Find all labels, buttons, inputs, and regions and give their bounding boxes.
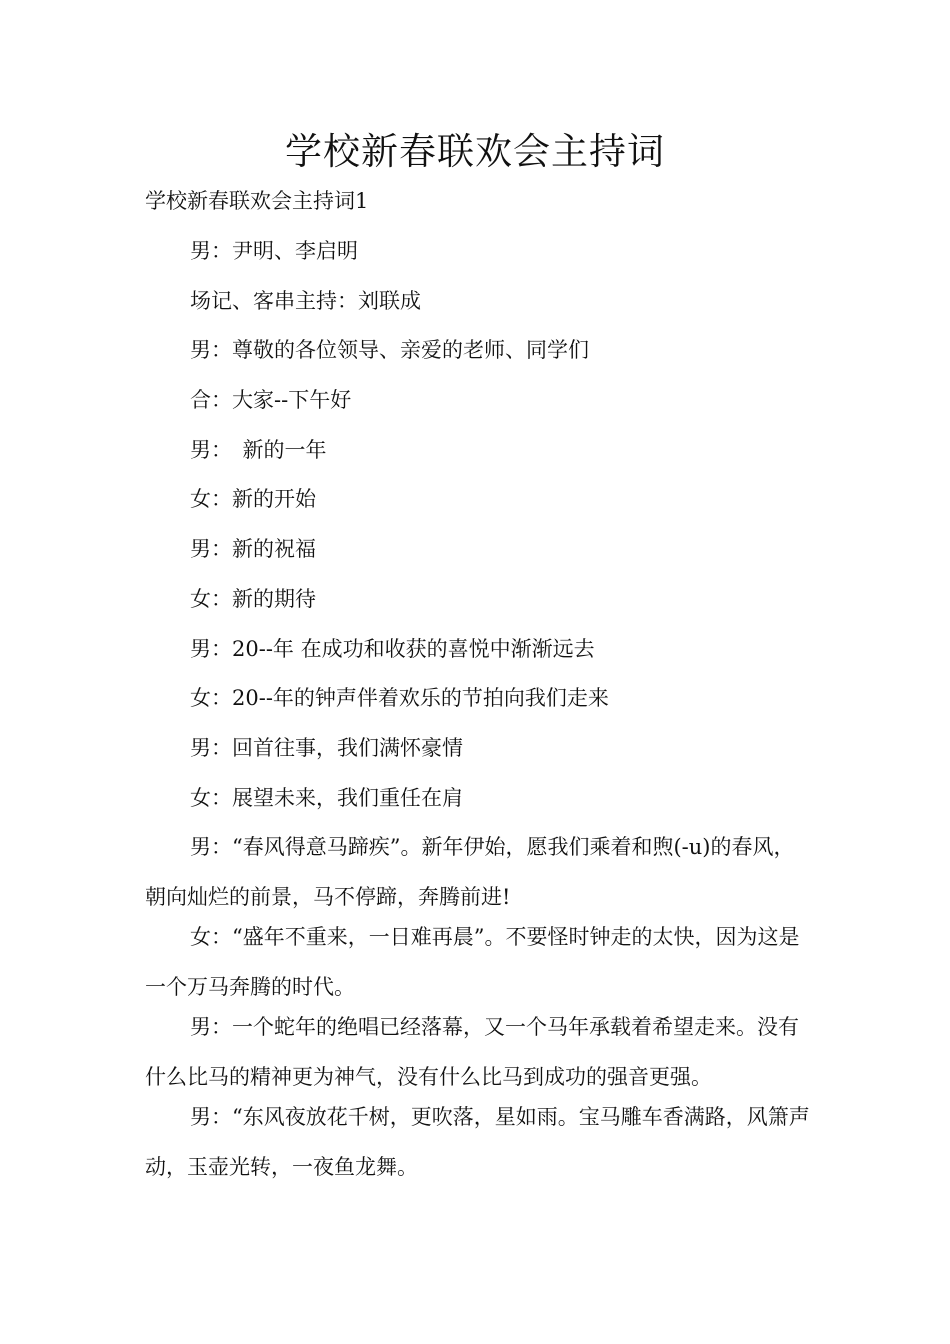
script-paragraph: 男：“春风得意马蹄疾”。新年伊始，愿我们乘着和煦(-u)的春风，朝向灿烂的前景，马不停蹄，奔腾前进! <box>145 835 795 910</box>
script-line: 男：尹明、李启明 <box>190 239 358 263</box>
script-paragraph: 男：一个蛇年的绝唱已经落幕，又一个马年承载着希望走来。没有什么比马的精神更为神气，没有什么比马到成功的强音更强。 <box>145 1015 799 1090</box>
script-line: 男：20--年 在成功和收获的喜悦中渐渐远去 <box>190 636 595 661</box>
script-paragraph: 女：“盛年不重来，一日难再晨”。不要怪时钟走的太快，因为这是一个万马奔腾的时代。 <box>145 925 800 1000</box>
script-line: 女：新的开始 <box>190 487 316 512</box>
document-title: 学校新春联欢会主持词 <box>285 130 665 173</box>
script-line: 男： 新的一年 <box>190 437 327 462</box>
script-line: 女：新的期待 <box>190 586 316 611</box>
script-line: 男：回首往事，我们满怀豪情 <box>190 735 463 760</box>
document-body <box>145 236 810 1192</box>
script-paragraph: 男：“东风夜放花千树，更吹落，星如雨。宝马雕车香满路，风箫声动，玉壶光转，一夜鱼龙舞。 <box>145 1105 810 1180</box>
script-line: 男：尊敬的各位领导、亲爱的老师、同学们 <box>190 338 589 363</box>
script-line: 女：20--年的钟声伴着欢乐的节拍向我们走来 <box>190 686 609 711</box>
script-line: 女：展望未来，我们重任在肩 <box>190 785 463 810</box>
script-line: 场记、客串主持：刘联成 <box>190 288 421 313</box>
script-line: 合：大家--下午好 <box>190 388 352 413</box>
document-subtitle: 学校新春联欢会主持词1 <box>145 189 369 213</box>
script-line: 男：新的祝福 <box>190 537 316 562</box>
